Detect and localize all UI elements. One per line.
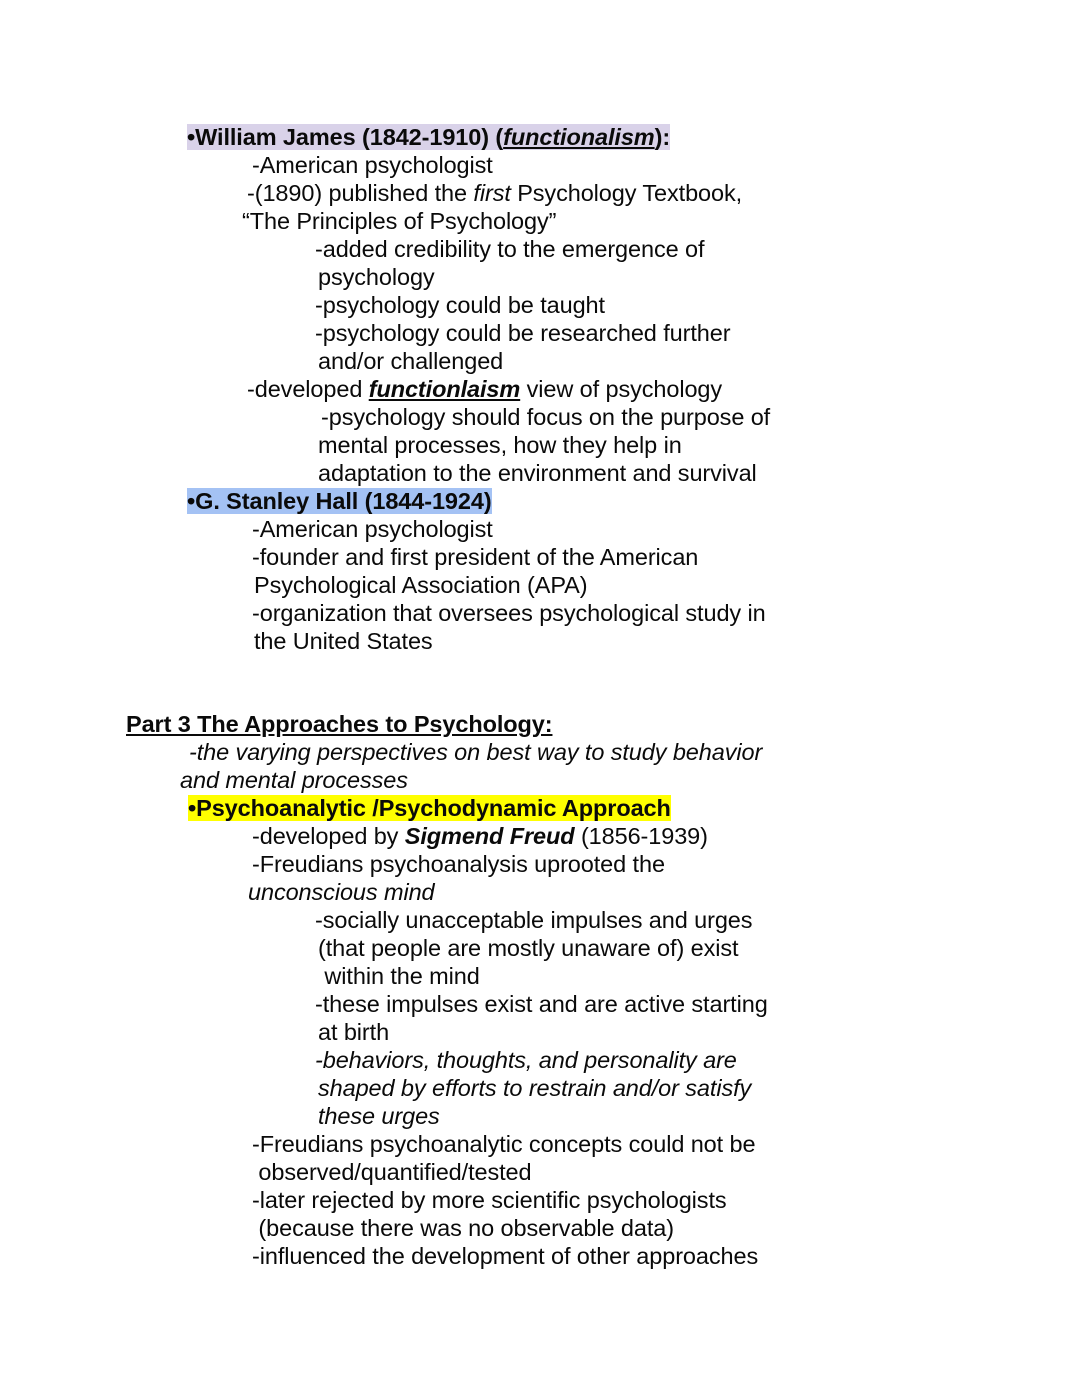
part3-subtitle-line-2: and mental processes <box>180 767 408 793</box>
wj-line-focus-purpose: -psychology should focus on the purpose of <box>321 404 771 430</box>
wj-line-principles-title: “The Principles of Psychology” <box>242 208 557 234</box>
bullet-glyph: • <box>187 124 196 150</box>
william-james-close: ): <box>654 124 671 150</box>
heading-psychoanalytic-approach <box>0 794 1080 822</box>
wj-1890-b: Psychology Textbook, <box>510 180 743 206</box>
wj-line-adaptation: adaptation to the environment and survival <box>318 460 757 486</box>
sigmund-freud-name: Sigmend Freud <box>404 823 575 849</box>
wj-line-added-credibility: -added credibility to the emergence of <box>315 236 705 262</box>
gsh-line-organization: -organization that oversees psychological study in <box>252 600 766 626</box>
heading-stanley-hall <box>0 487 1080 515</box>
pa-line-later-rejected: -later rejected by more scientific psychologists <box>252 1187 727 1213</box>
pa-line-developed-by-freud <box>0 822 1080 850</box>
wj-developed-a: -developed <box>247 376 369 402</box>
pa-line-unconscious-mind: unconscious mind <box>248 879 435 905</box>
pa-line-observed-quantified: observed/quantified/tested <box>252 1159 532 1185</box>
psychoanalytic-title: Psychoanalytic /Psychodynamic Approach <box>196 795 671 821</box>
pa-line-socially-unacceptable: -socially unacceptable impulses and urges <box>315 907 753 933</box>
wj-line-psychology: psychology <box>318 264 435 290</box>
wj-line-mental-processes: mental processes, how they help in <box>318 432 682 458</box>
bullet-glyph: • <box>187 488 196 514</box>
pa-line-unaware-exist: (that people are mostly unaware of) exist <box>318 935 739 961</box>
wj-line-researched-further: -psychology could be researched further <box>315 320 731 346</box>
pa-line-impulses-active: -these impulses exist and are active starting <box>315 991 768 1017</box>
pa-line-these-urges: these urges <box>318 1103 440 1129</box>
part3-subtitle-line-1: -the varying perspectives on best way to study behavior <box>189 739 763 765</box>
section-spacer <box>0 655 1080 683</box>
pa-developed-a: -developed by <box>252 823 405 849</box>
gsh-line-founder-apa: -founder and first president of the American <box>252 544 699 570</box>
pa-line-concepts-not-observed: -Freudians psychoanalytic concepts could not be <box>252 1131 756 1157</box>
pa-line-behaviors-shaped: -behaviors, thoughts, and personality are <box>315 1047 737 1073</box>
wj-line-andor-challenged: and/or challenged <box>318 348 504 374</box>
wj-line-1890-textbook <box>0 179 1080 207</box>
stanley-hall-name: G. Stanley Hall (1844-1924) <box>195 488 492 514</box>
notes-content <box>0 123 1080 1270</box>
pa-developed-b: (1856-1939) <box>574 823 708 849</box>
wj-developed-b: view of psychology <box>520 376 723 402</box>
pa-line-no-observable-data: (because there was no observable data) <box>252 1215 674 1241</box>
gsh-line-american-psychologist: -American psychologist <box>252 516 493 542</box>
wj-line-could-be-taught: -psychology could be taught <box>315 292 605 318</box>
pa-line-uprooted: -Freudians psychoanalysis uprooted the <box>252 851 665 877</box>
heading-part-3 <box>0 710 1080 738</box>
wj-first-emphasis: first <box>473 180 511 206</box>
pa-line-efforts-restrain: shaped by efforts to restrain and/or satisfy <box>318 1075 752 1101</box>
wj-line-developed-functionalism <box>0 375 1080 403</box>
gsh-line-united-states: the United States <box>254 628 433 654</box>
bullet-glyph: • <box>188 795 197 821</box>
pa-line-influenced-development: -influenced the development of other approaches <box>252 1243 759 1269</box>
functionalism-term: functionalism <box>503 124 655 150</box>
william-james-name: William James (1842-1910) ( <box>195 124 504 150</box>
pa-line-within-the-mind: within the mind <box>318 963 480 989</box>
part3-heading-text: Part 3 The Approaches to Psychology: <box>126 711 553 737</box>
heading-william-james <box>0 123 1080 151</box>
pa-line-at-birth: at birth <box>318 1019 390 1045</box>
wj-1890-a: -(1890) published the <box>247 180 474 206</box>
functionlaism-term: functionlaism <box>368 376 521 402</box>
section-spacer-2 <box>0 683 1080 710</box>
wj-line-american-psychologist: -American psychologist <box>252 152 493 178</box>
gsh-line-apa-name: Psychological Association (APA) <box>254 572 588 598</box>
